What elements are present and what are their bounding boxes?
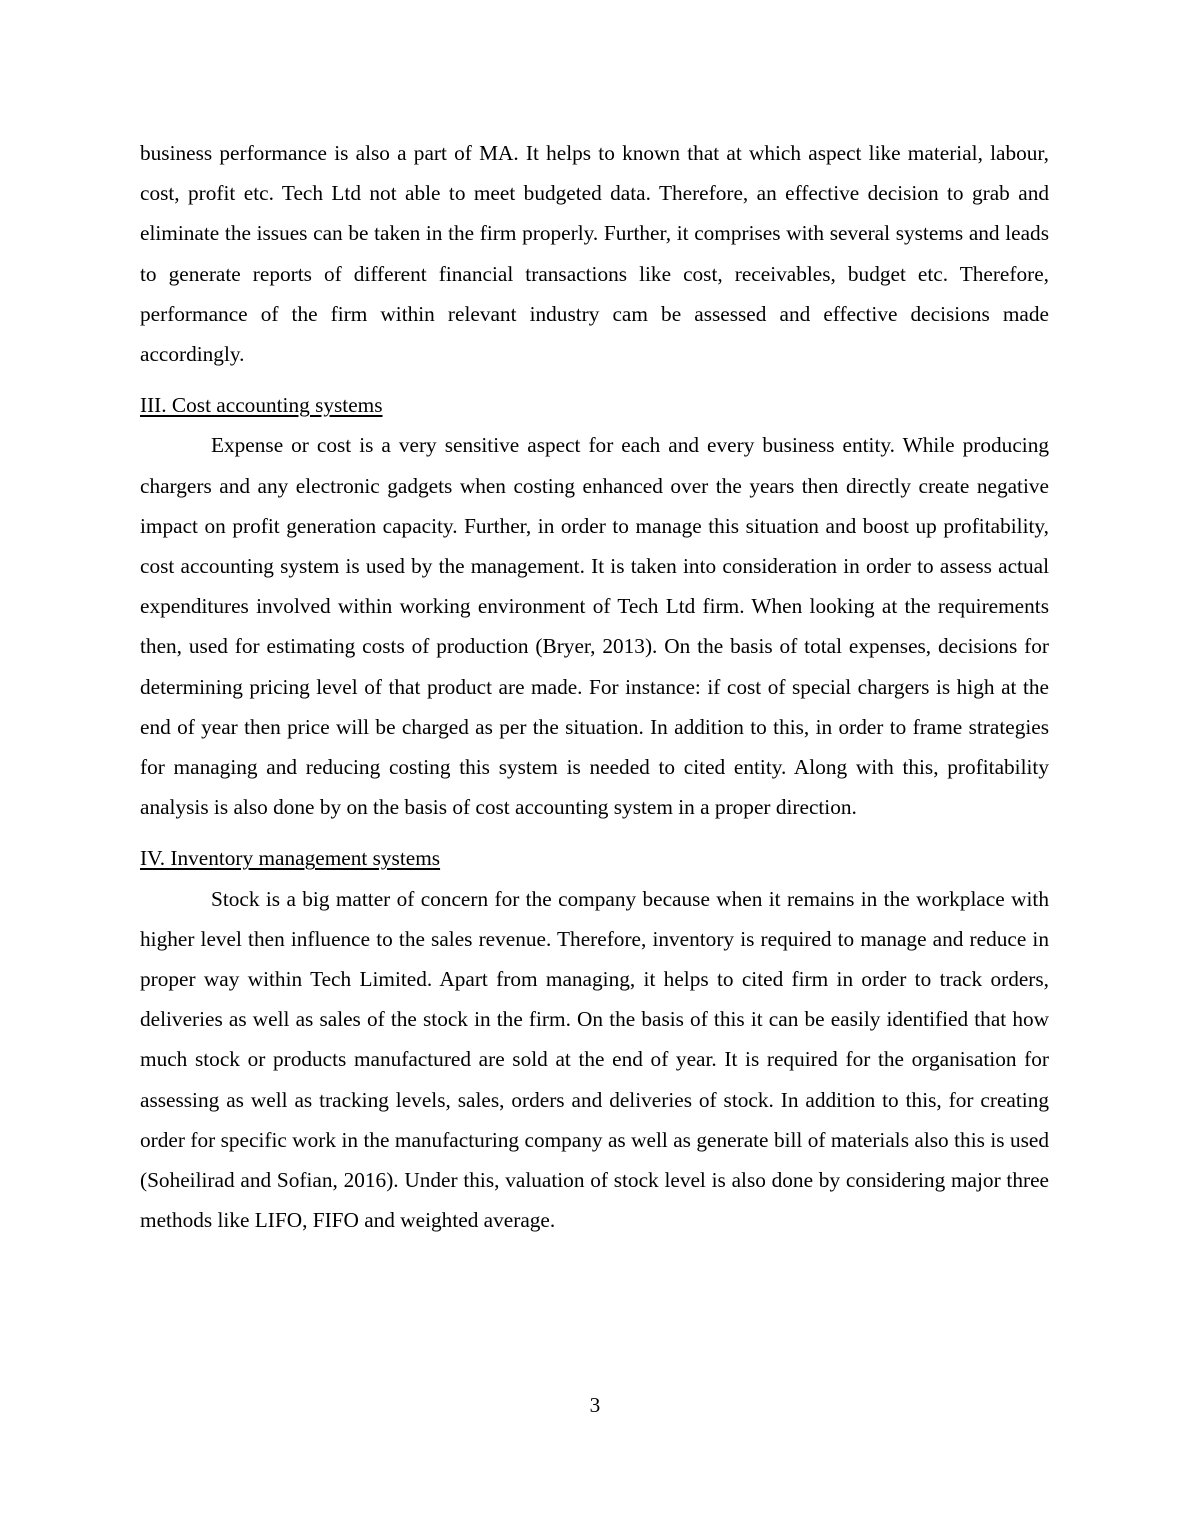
section-heading-cost-accounting: III. Cost accounting systems (140, 393, 383, 418)
cost-accounting-paragraph: Expense or cost is a very sensitive aspect for each and every business entity. While producing chargers and any electronic gadgets when costing enhanced over the years then directly create negative impact on profit generation capacity. Further, in order to manage this situation and boost up profitability, cost accounting system is used by the management. It is taken into consideration in order to assess actual expenditures involved within working environment of Tech Ltd firm. When looking at the requirements then, used for estimating costs of production (Bryer, 2013). On the basis of total expenses, decisions for determining pricing level of that product are made. For instance: if cost of special chargers is high at the end of year then price will be charged as per the situation. In addition to this, in order to frame strategies for managing and reducing costing this system is needed to cited entity. Along with this, profitability analysis is also done by on the basis of cost accounting system in a proper direction. (140, 433, 1049, 820)
page-content (140, 133, 1049, 1240)
section-heading-inventory: IV. Inventory management systems (140, 846, 441, 871)
intro-paragraph: business performance is also a part of MA. It helps to known that at which aspect like material, labour, cost, profit etc. Tech Ltd not able to meet budgeted data. Therefore, an effective decision to grab and eliminate the issues can be taken in the firm properly. Further, it comprises with several systems and leads to generate reports of different financial transactions like cost, receivables, budget etc. Therefore, performance of the firm within relevant industry cam be assessed and effective decisions made accordingly. (140, 141, 1049, 367)
page-number: 3 (589, 1393, 601, 1417)
inventory-paragraph: Stock is a big matter of concern for the company because when it remains in the workplace with higher level then influence to the sales revenue. Therefore, inventory is required to manage and reduce in proper way within Tech Limited. Apart from managing, it helps to cited firm in order to track orders, deliveries as well as sales of the stock in the firm. On the basis of this it can be easily identified that how much stock or products manufactured are sold at the end of year. It is required for the organisation for assessing as well as tracking levels, sales, orders and deliveries of stock. In addition to this, for creating order for specific work in the manufacturing company as well as generate bill of materials also this is used (Soheilirad and Sofian, 2016). Under this, valuation of stock level is also done by considering major three methods like LIFO, FIFO and weighted average. (140, 886, 1049, 1233)
